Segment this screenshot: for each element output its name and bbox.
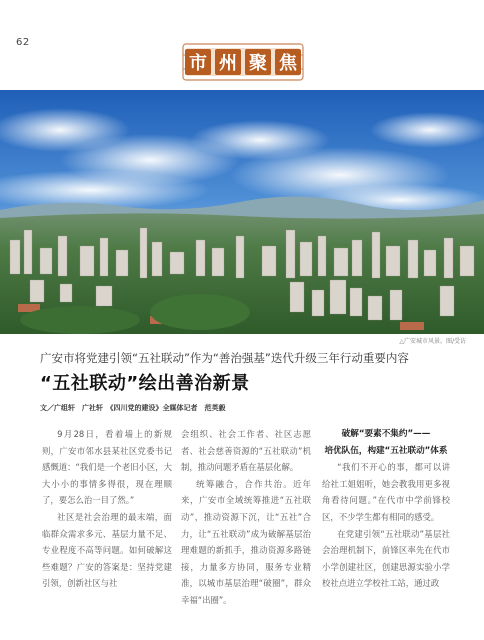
article-byline: 文／广组轩 广社轩 《四川党的建设》全媒体记者 范英毅	[40, 404, 226, 412]
paragraph: 会组织、社会工作者、社区志愿者、社会慈善资源的“五社联动”机制，推动问题矛盾在基层化解。	[181, 429, 311, 473]
paragraph: 统筹融合，合作共治。近年来，广安市全域统筹推进“五社联动”，推动资源下沉，让“五社”合力，让“五社联动”成为破解基层治理难题的新抓手，推动资源多路链接，力量多方协同，服务专业精准，以城市基层治理“破圈”，群众幸福“出圈”。	[181, 478, 311, 605]
article-column-2	[181, 426, 311, 609]
section-char-3: 聚	[245, 49, 271, 75]
paragraph: 社区是社会治理的最末端，面临群众需求多元、基层力量不足、专业程度不高等问题。如何破解这些难题？广安的答案是：坚持党建引领，创新社区与社	[42, 511, 172, 589]
article-column-3	[322, 426, 450, 592]
section-char-2: 州	[215, 49, 241, 75]
section-subhead-line-1: 破解“要素不集约”——	[341, 429, 431, 439]
section-char-4: 焦	[275, 49, 301, 75]
paragraph: 9月28日，看着墙上的新规则，广安市邻水县某社区党委书记感慨道：“我们是一个老旧小区，大大小小的事情多得很，现在理顺了，要怎么治一目了然。”	[42, 429, 172, 506]
article-kicker: 广安市将党建引领“五社联动”作为“善治强基”迭代升级三年行动重要内容	[40, 351, 409, 365]
paragraph: “我们不开心的事，都可以讲给社工姐姐听，她会教我用更多视角看待问题。”在代市中学前锋校区，不少学生都有相同的感受。	[322, 462, 450, 522]
article-column-1	[42, 426, 172, 592]
section-subhead-line-2: 培优队伍，构建“五社联动”体系	[324, 445, 448, 456]
section-char-1: 市	[185, 49, 211, 75]
section-badge	[181, 41, 305, 83]
paragraph: 在党建引领“五社联动”基层社会治理机制下，前锋区率先在代市小学创建社区，创建思源实验小学校社点进立学校社工站，通过政	[322, 528, 450, 589]
article-headline: “五社联动”绘出善治新景	[40, 373, 250, 394]
page-number: 62	[16, 37, 30, 48]
city-panorama-image	[0, 90, 484, 334]
city-panorama-photo	[0, 90, 484, 334]
photo-caption: △广安城市风景。图/受访	[399, 338, 466, 345]
